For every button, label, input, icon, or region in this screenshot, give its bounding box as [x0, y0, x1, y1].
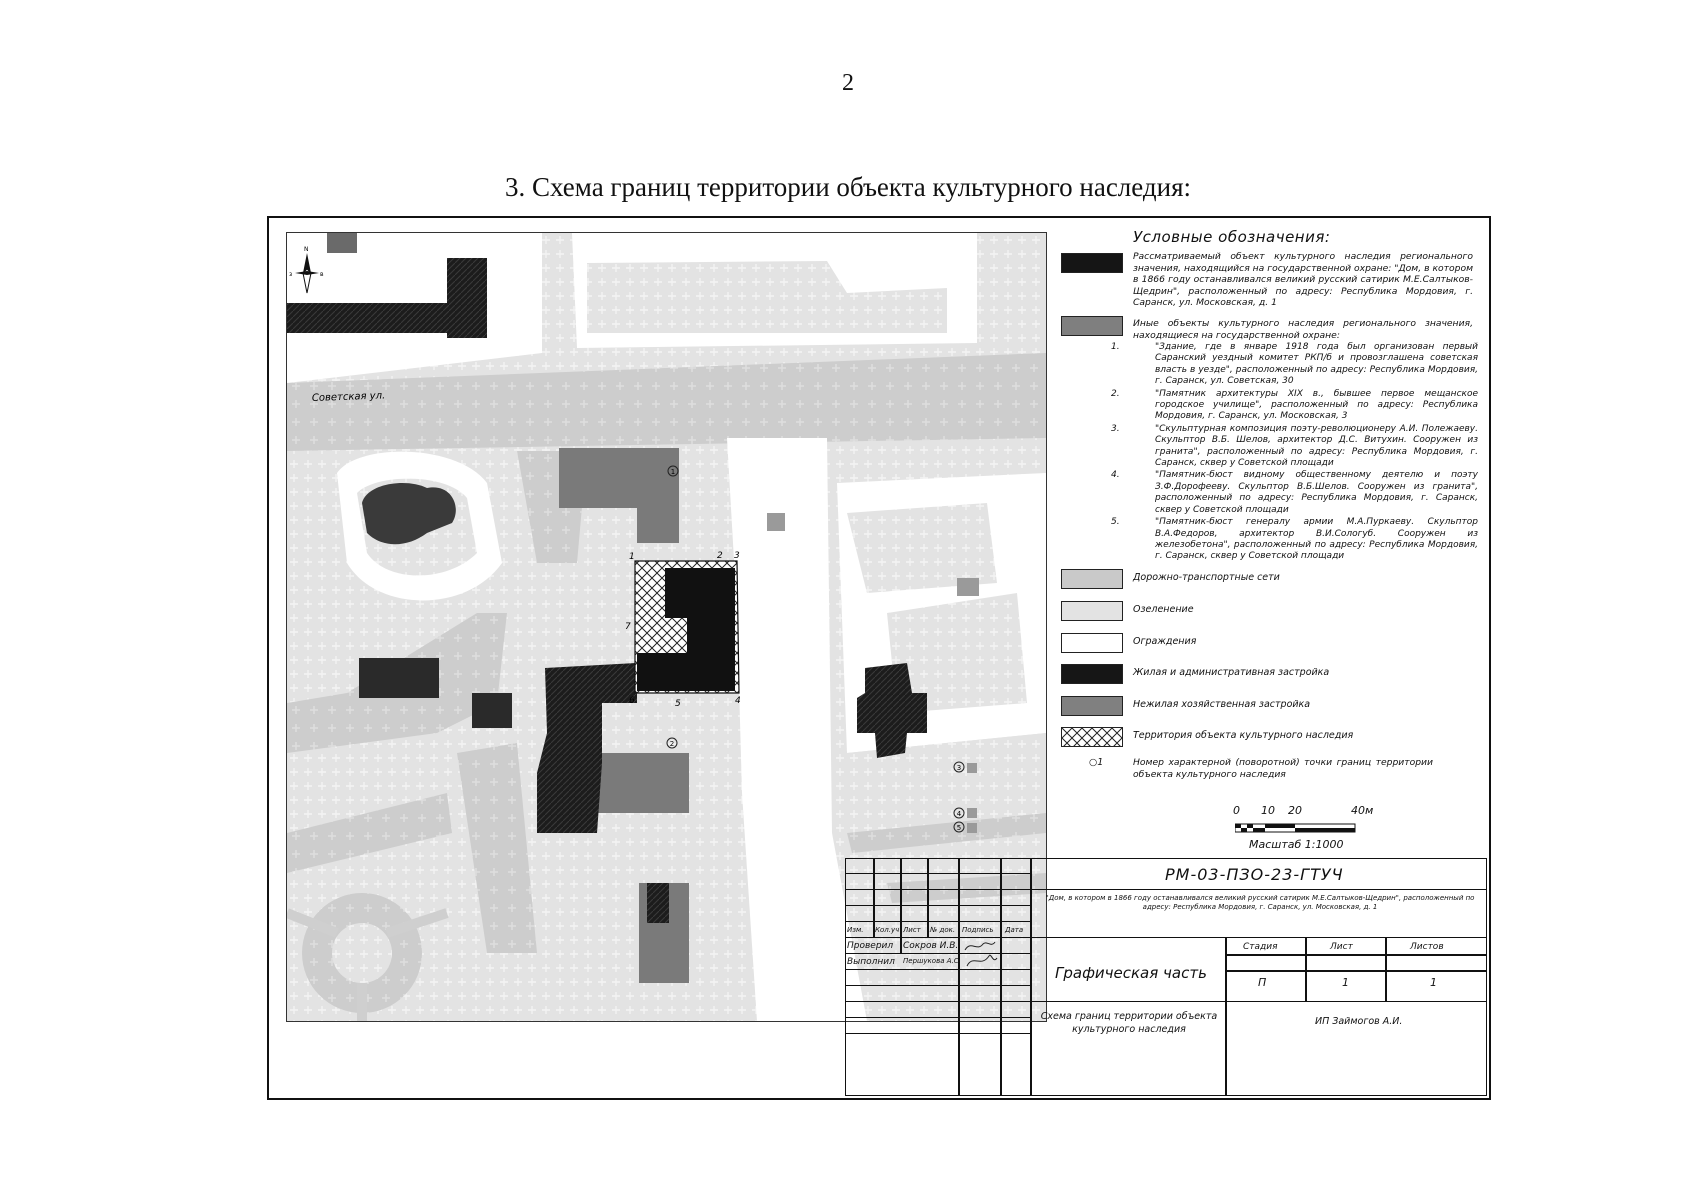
legend-swatch-nonresidential [1061, 696, 1123, 716]
stamp-code: РМ-03-ПЗО-23-ГТУЧ [1165, 865, 1344, 884]
stamp-object-desc: "Дом, в котором в 1866 году останавливался великий русский сатирик М.Е.Салтыков-Щедрин", расположенный по адресу: Республика Мордовия, г. Саранск, ул. Московская, д. 1 [1045, 894, 1475, 911]
scale-tick: 40м [1351, 804, 1374, 817]
heritage-marker: 4 [956, 810, 962, 818]
legend-other-item: 4. "Памятник-бюст видному общественному деятелю и поэту З.Ф.Дорофееву. Скульптор В.Б.Шелов. Сооружен из гранита", расположенный по адресу: Республика Мордовия, г. Саранск, сквер у Советской площади [1111, 470, 1478, 515]
page-title: 3. Схема границ территории объекта культурного наследия: [504, 172, 1192, 202]
heritage-marker: 1 [670, 468, 676, 476]
stamp-header: № док. [930, 926, 956, 934]
stamp-performed-label: Выполнил [847, 957, 895, 967]
legend-point-label: Номер характерной (поворотной) точки границ территории объекта культурного наследия [1133, 757, 1433, 780]
nonresidential-building [637, 448, 679, 543]
stamp-company: ИП Займогов А.И. [1315, 1016, 1403, 1027]
boundary-point: 5 [675, 699, 681, 709]
stamp-header: Кол.уч [875, 926, 900, 934]
compass-north: N [304, 246, 309, 253]
stamp-sheet-label: Лист [1330, 942, 1353, 952]
stamp-scheme-title: Схема границ территории объекта культурного наследия [1040, 1011, 1218, 1035]
legend-main-object: Рассматриваемый объект культурного наследия регионального значения, находящийся на государственной охране: "Дом, в котором в 1866 году останавливался великий русский сатирик М.Е.Салтыков-Щедрин", расположенный по адресу: Республика Мордовия, г. Саранск, ул. Московская, д. 1 [1133, 251, 1473, 309]
legend-point-marker: ○1 [1089, 757, 1104, 768]
stamp-header: Лист [903, 926, 921, 934]
title-block [845, 858, 1487, 1096]
legend-greenery: Озеленение [1133, 604, 1194, 615]
stamp-header: Подпись [962, 926, 994, 934]
nonresidential-building [327, 233, 357, 253]
stamp-header: Дата [1005, 926, 1024, 934]
monument-marker [967, 823, 977, 833]
legend-roads: Дорожно-транспортные сети [1133, 572, 1280, 583]
street-label: Советская ул. [311, 390, 386, 404]
boundary-point: 2 [717, 551, 723, 561]
stamp-checked-label: Проверил [847, 941, 894, 951]
legend-other-list [1111, 342, 1478, 564]
legend-swatch-object [1061, 253, 1123, 273]
compass-west: з [289, 271, 293, 278]
nonresidential-building [767, 513, 785, 531]
legend-fences: Ограждения [1133, 636, 1197, 647]
legend-swatch-fences [1061, 633, 1123, 653]
stamp-stage-label: Стадия [1243, 942, 1278, 952]
boundary-point: 6 [629, 696, 635, 706]
heritage-marker: 3 [956, 764, 962, 772]
scale-bar [1231, 804, 1401, 864]
legend-residential: Жилая и административная застройка [1133, 667, 1330, 678]
legend-title: Условные обозначения: [1133, 228, 1331, 246]
scale-tick: 0 [1233, 804, 1240, 817]
legend-nonresidential: Нежилая хозяйственная застройка [1133, 699, 1311, 710]
stamp-part: Графическая часть [1055, 964, 1207, 982]
legend-swatch-greenery [1061, 601, 1123, 621]
nonresidential-building [597, 753, 689, 813]
legend-other-item: 1. "Здание, где в январе 1918 года был организован первый Саранский уездный комитет РКП/б и провозглашена советская власть в уезде", расположенный по адресу: Республика Мордовия, г. Саранск, ул. Советская, 30 [1111, 342, 1478, 387]
legend-swatch-residential [1061, 664, 1123, 684]
residential-building [472, 693, 512, 728]
boundary-point: 7 [625, 622, 631, 632]
monument-marker [967, 763, 977, 773]
legend-territory: Территория объекта культурного наследия [1133, 730, 1354, 741]
stamp-sheets-value: 1 [1430, 976, 1437, 989]
monument-marker [967, 808, 977, 818]
stamp-checked-name: Сокров И.В. [903, 941, 959, 951]
residential-building [359, 658, 439, 698]
legend-other-intro: Иные объекты культурного наследия регионального значения, находящиеся на государственной охране: [1133, 318, 1473, 341]
stamp-performed-name: Першукова А.С. [903, 957, 961, 965]
legend-other-item: 2. "Памятник архитектуры XIX в., бывшее первое мещанское городское училище", расположенный по адресу: Республика Мордовия, г. Саранск, ул. Московская, 3 [1111, 388, 1478, 422]
legend-other-item: 5. "Памятник-бюст генералу армии М.А.Пуркаеву. Скульптор В.А.Федоров, архитектор В.И.Сологуб. Сооружен из железобетона", расположенный по адресу: Республика Мордовия, г. Саранск, сквер у Советской площади [1111, 517, 1478, 562]
residential-building [647, 883, 669, 923]
scale-tick: 20 [1288, 804, 1302, 817]
heritage-marker: 2 [669, 740, 675, 748]
boundary-point: 4 [735, 696, 741, 706]
legend-swatch-territory [1061, 727, 1123, 747]
legend-swatch-other-objects [1061, 316, 1123, 336]
signature [963, 938, 999, 970]
boundary-point: 3 [734, 551, 740, 561]
compass-east: в [320, 271, 324, 278]
nonresidential-building [957, 578, 979, 596]
heritage-marker: 5 [956, 824, 962, 832]
boundary-point: 1 [629, 552, 635, 562]
residential-building [447, 258, 487, 338]
roundabout-center [332, 923, 392, 983]
legend-swatch-roads [1061, 569, 1123, 589]
drawing-sheet [267, 216, 1491, 1100]
stamp-sheets-label: Листов [1410, 942, 1444, 952]
stamp-stage-value: П [1258, 976, 1267, 989]
stamp-header: Изм. [847, 926, 864, 934]
legend-other-item: 3. "Скульптурная композиция поэту-революционеру А.И. Полежаеву. Скульптор В.Б. Шелов, архитектор Д.С. Витухин. Сооружен из гранита", расположенный по адресу: Республика Мордовия, г. Саранск, сквер у Советской площади [1111, 423, 1478, 469]
stamp-sheet-value: 1 [1342, 976, 1349, 989]
page-number: 2 [842, 70, 854, 96]
scale-caption: Масштаб 1:1000 [1249, 838, 1344, 851]
scale-tick: 10 [1261, 804, 1275, 817]
